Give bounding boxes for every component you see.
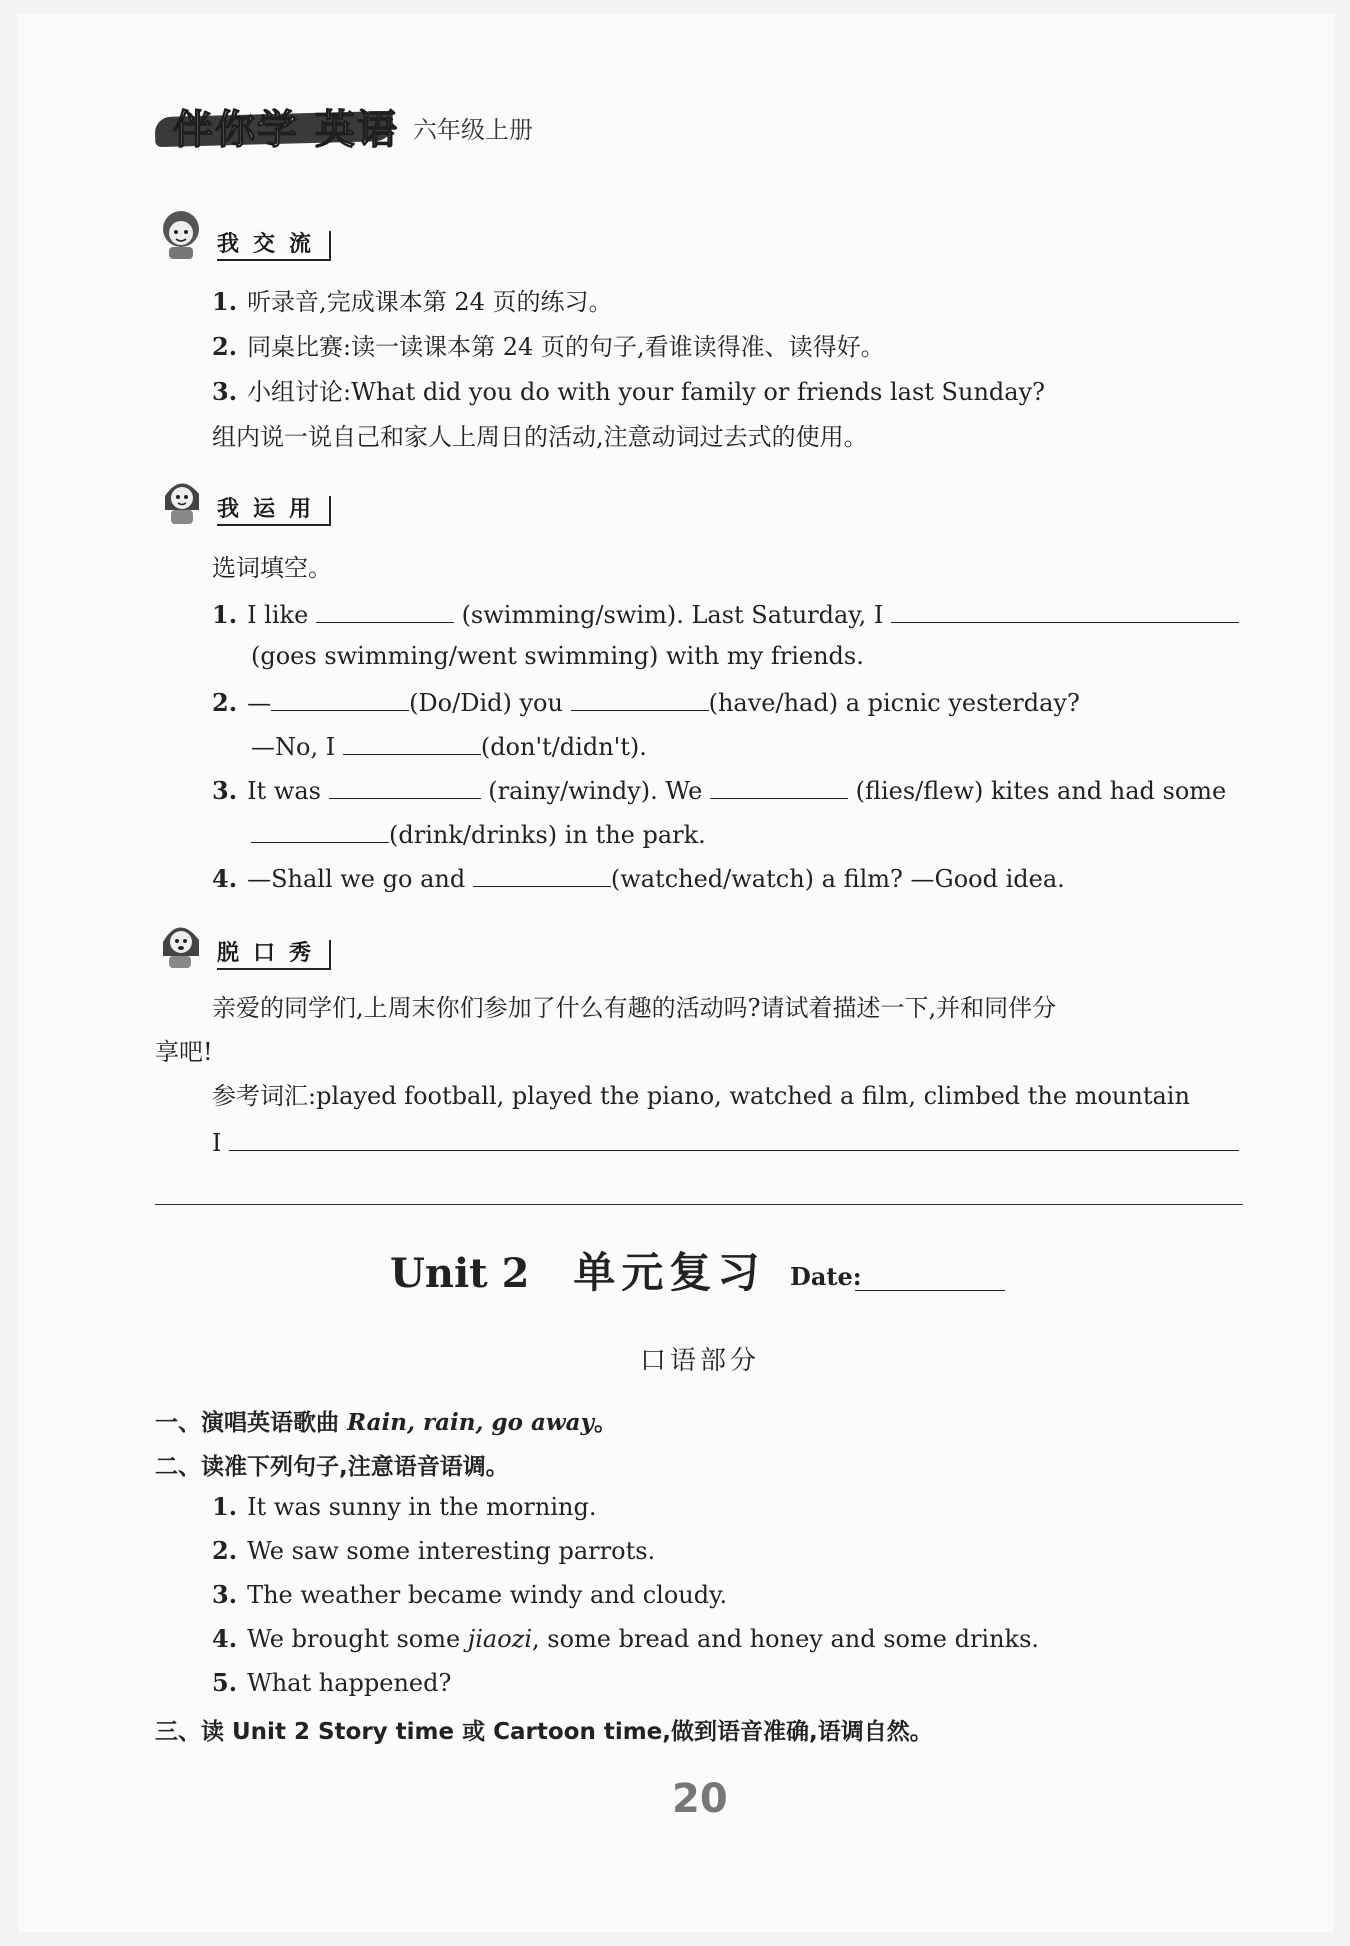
s2-question-1-cont: (goes swimming/went swimming) with my friends.: [251, 642, 864, 670]
date-blank[interactable]: [855, 1290, 1005, 1291]
review-heading-2: 二、读准下列句子,注意语音语调。: [155, 1454, 509, 1480]
s3-vocabulary: 参考词汇:played football, played the piano, watched a film, climbed the mountain: [212, 1082, 1190, 1110]
s1-item-1: 1. 听录音,完成课本第 24 页的练习。: [212, 287, 613, 316]
answer-blank[interactable]: [343, 728, 481, 755]
answer-blank[interactable]: [571, 684, 709, 711]
s2-question-2: 2. — (Do/Did) you (have/had) a picnic yesterday?: [212, 684, 1080, 719]
answer-blank[interactable]: [710, 772, 848, 799]
mascot-boy-icon: [155, 205, 213, 263]
section-divider: [155, 1204, 1243, 1205]
date-label: Date:: [790, 1262, 862, 1291]
section-title: 我运用: [217, 496, 331, 526]
s1-item-2: 2. 同桌比赛:读一读课本第 24 页的句子,看谁读得准、读得好。: [212, 332, 885, 361]
answer-blank[interactable]: [473, 860, 611, 887]
sentence-2: 2. We saw some interesting parrots.: [212, 1536, 656, 1565]
answer-blank[interactable]: [251, 816, 389, 843]
sentence-3: 3. The weather became windy and cloudy.: [212, 1580, 728, 1609]
s3-writing-line: I: [212, 1124, 1239, 1159]
sentence-5: 5. What happened?: [212, 1668, 452, 1697]
answer-blank[interactable]: [329, 772, 481, 799]
s2-question-1: 1. I like (swimming/swim). Last Saturday, I: [212, 596, 1239, 631]
section-title: 我交流: [217, 231, 331, 261]
s3-paragraph-1: 亲爱的同学们,上周末你们参加了什么有趣的活动吗?请试着描述一下,并和同伴分: [212, 994, 1057, 1022]
review-heading-1: 一、演唱英语歌曲 Rain, rain, go away。: [155, 1409, 617, 1436]
mascot-girl-talking-icon: [155, 914, 213, 972]
s2-question-3: 3. It was (rainy/windy). We (flies/flew) kites and had some: [212, 772, 1226, 807]
mascot-girl-icon: [155, 470, 213, 528]
s2-question-4: 4. —Shall we go and (watched/watch) a film? —Good idea.: [212, 860, 1065, 895]
s2-question-2-cont: —No, I (don't/didn't).: [251, 728, 647, 763]
answer-blank[interactable]: [229, 1124, 1239, 1151]
book-grade: 六年级上册: [413, 116, 533, 144]
s1-item-3: 3. 小组讨论:What did you do with your family or friends last Sunday?: [212, 377, 1046, 406]
sentence-1: 1. It was sunny in the morning.: [212, 1492, 597, 1521]
answer-blank[interactable]: [316, 596, 454, 623]
s2-question-3-cont: (drink/drinks) in the park.: [251, 816, 706, 851]
book-title: 伴你学 英语: [173, 107, 399, 153]
section-title: 脱口秀: [217, 940, 331, 970]
s1-note: 组内说一说自己和家人上周日的活动,注意动词过去式的使用。: [212, 423, 868, 451]
review-heading-3: 三、读 Unit 2 Story time 或 Cartoon time,做到语音准确,语调自然。: [155, 1719, 933, 1745]
answer-blank[interactable]: [891, 596, 1239, 623]
s2-instruction: 选词填空。: [212, 554, 332, 582]
oral-section-title: 口语部分: [640, 1346, 761, 1376]
unit-title: Unit 2 单元复习: [390, 1248, 766, 1297]
s3-paragraph-2: 享吧!: [155, 1038, 213, 1066]
answer-blank[interactable]: [271, 684, 409, 711]
sentence-4: 4. We brought some jiaozi, some bread and honey and some drinks.: [212, 1624, 1040, 1653]
page-number: 20: [672, 1776, 728, 1822]
